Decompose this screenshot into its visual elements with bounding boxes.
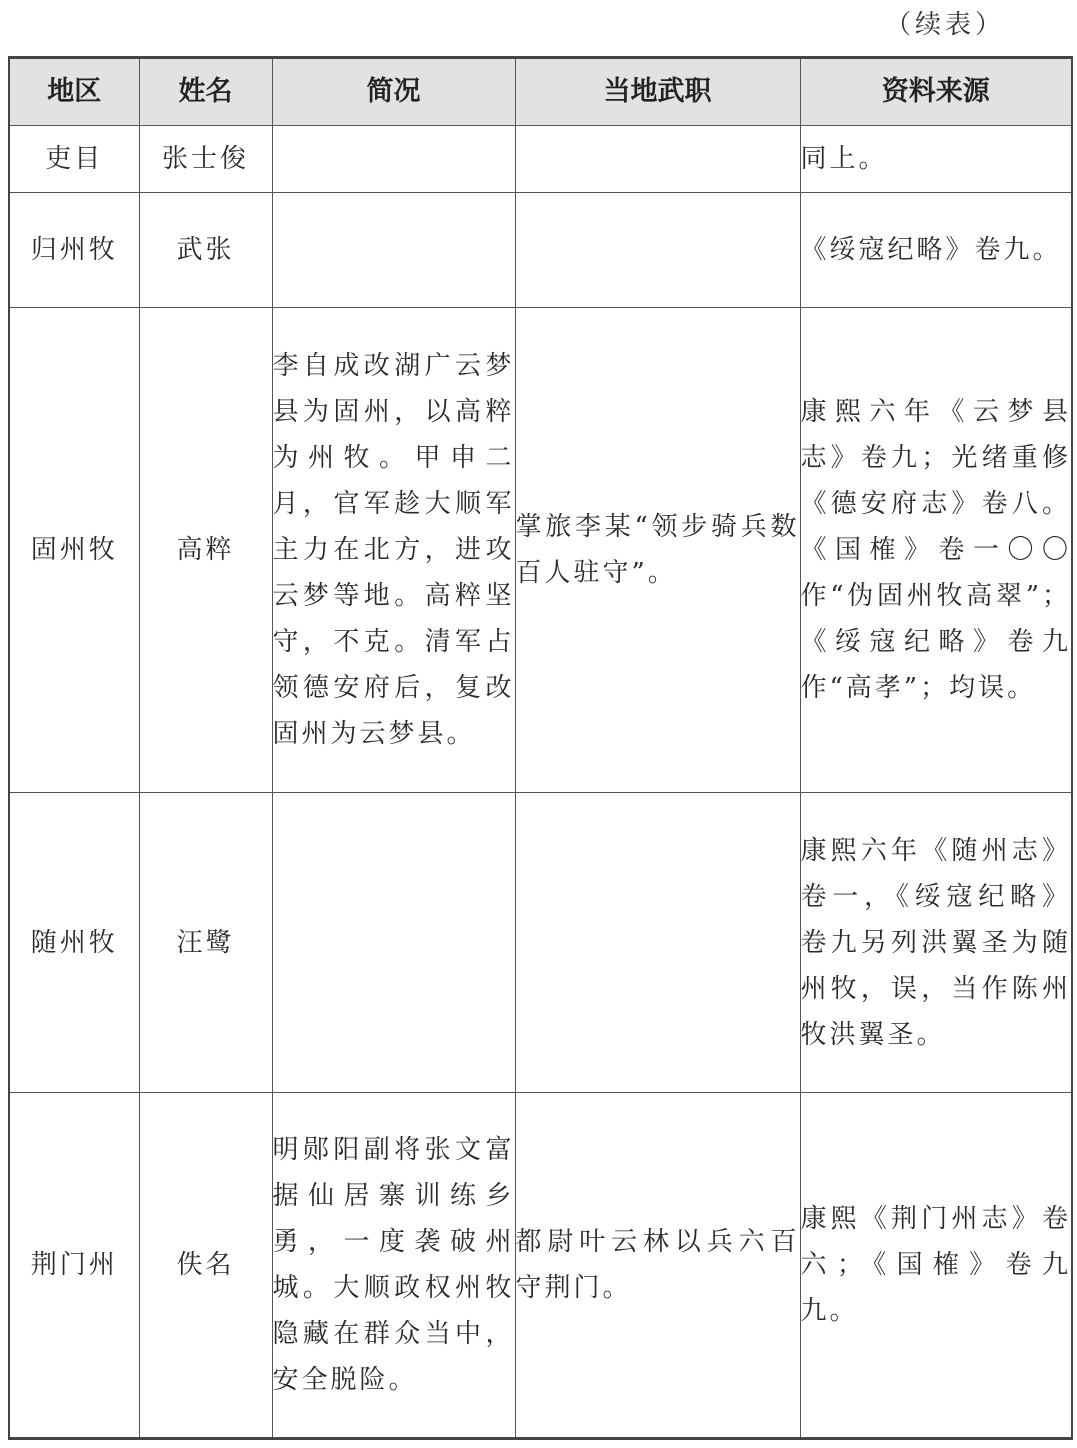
column-header-military: 当地武职 xyxy=(515,58,800,126)
name-cell: 张士俊 xyxy=(139,126,272,193)
source-cell: 同上。 xyxy=(800,126,1072,193)
table-row xyxy=(9,793,1072,1093)
military-cell: 掌旅李某“领步骑兵数百人驻守”。 xyxy=(515,308,800,793)
table-row xyxy=(9,193,1072,308)
region-cell: 吏目 xyxy=(9,126,139,193)
military-cell xyxy=(515,793,800,1093)
source-cell: 康熙《荆门州志》卷六；《国榷》卷九九。 xyxy=(800,1093,1072,1439)
column-header-name: 姓名 xyxy=(139,58,272,126)
region-cell: 荆门州 xyxy=(9,1093,139,1439)
name-cell: 高粹 xyxy=(139,308,272,793)
continued-table-note: （续表） xyxy=(885,10,1006,40)
region-cell: 归州牧 xyxy=(9,193,139,308)
table-row xyxy=(9,1093,1072,1439)
table-row xyxy=(9,308,1072,793)
military-cell: 都尉叶云林以兵六百守荆门。 xyxy=(515,1093,800,1439)
military-cell xyxy=(515,126,800,193)
column-header-region: 地区 xyxy=(9,58,139,126)
summary-cell: 明郧阳副将张文富据仙居寨训练乡勇，一度袭破州城。大顺政权州牧隐藏在群众当中，安全脱险。 xyxy=(272,1093,515,1439)
name-cell: 汪鹭 xyxy=(139,793,272,1093)
summary-cell xyxy=(272,126,515,193)
region-cell: 随州牧 xyxy=(9,793,139,1093)
region-cell: 固州牧 xyxy=(9,308,139,793)
officials-table xyxy=(8,56,1073,1440)
name-cell: 佚名 xyxy=(139,1093,272,1439)
summary-cell: 李自成改湖广云梦县为固州，以高粹为州牧。甲申二月，官军趁大顺军主力在北方，进攻云梦等地。高粹坚守，不克。清军占领德安府后，复改固州为云梦县。 xyxy=(272,308,515,793)
source-cell: 康熙六年《随州志》卷一，《绥寇纪略》卷九另列洪翼圣为随州牧，误，当作陈州牧洪翼圣。 xyxy=(800,793,1072,1093)
summary-cell xyxy=(272,793,515,1093)
military-cell xyxy=(515,193,800,308)
source-cell: 《绥寇纪略》卷九。 xyxy=(800,193,1072,308)
name-cell: 武张 xyxy=(139,193,272,308)
summary-cell xyxy=(272,193,515,308)
column-header-source: 资料来源 xyxy=(800,58,1072,126)
source-cell: 康熙六年《云梦县志》卷九；光绪重修《德安府志》卷八。《国榷》卷一〇〇作“伪固州牧高翠”；《绥寇纪略》卷九作“高孝”；均误。 xyxy=(800,308,1072,793)
table-row xyxy=(9,126,1072,193)
column-header-summary: 简况 xyxy=(272,58,515,126)
table-header-row xyxy=(9,58,1072,126)
